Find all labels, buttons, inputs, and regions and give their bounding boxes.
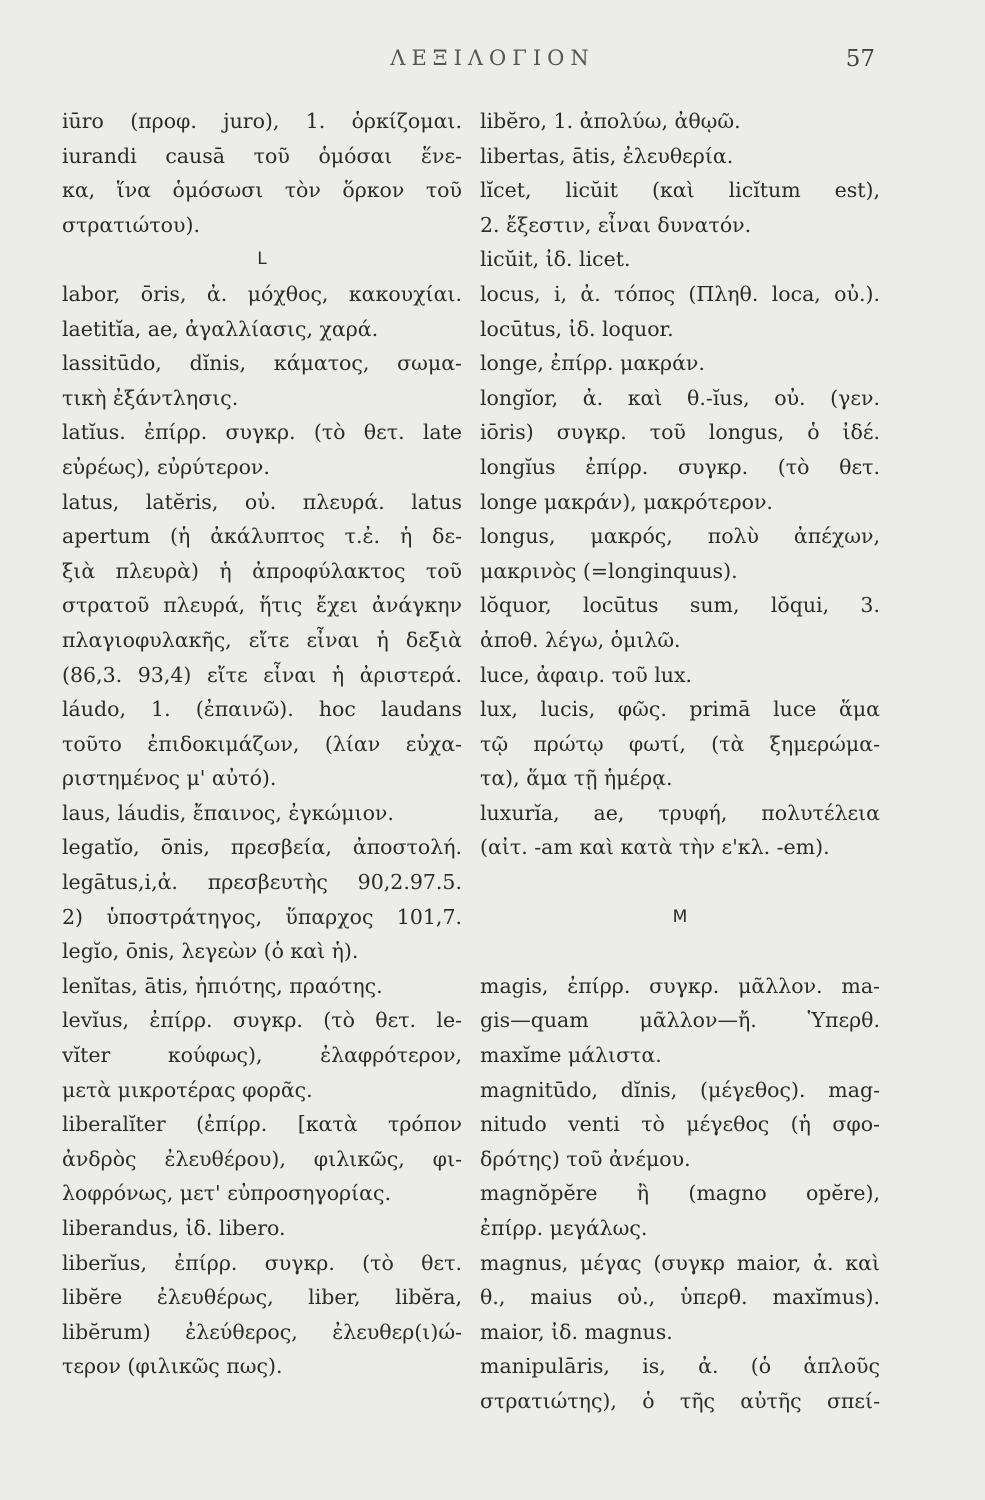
- entry-line: libĕro, 1. ἀπολύω, ἀθῳῶ.: [480, 109, 741, 133]
- entry-line: magnus, μέγας (συγκρ maior, ἀ. καὶ: [480, 1250, 880, 1275]
- entry-line: libĕre ἐλευθέρως, liber, libĕra,: [62, 1285, 462, 1310]
- entry-line: magnŏpĕre ἢ (magno opĕre),: [480, 1181, 880, 1206]
- entry-line: στρατιώτου).: [62, 212, 200, 237]
- blank-line: [480, 934, 880, 969]
- entry-line: vĭter κούφως), ἐλαφρότερον,: [62, 1043, 462, 1068]
- entry-line: πλαγιοφυλακῆς, εἴτε εἶναι ἡ δεξιὰ: [62, 627, 462, 652]
- entry-line: longĭus ἐπίρρ. συγκρ. (τὸ θετ.: [480, 454, 880, 479]
- entry-line: ριστημένος μ' αὐτό).: [62, 766, 277, 791]
- entry-line: iurandi causā τοῦ ὁμόσαι ἕνε-: [62, 143, 462, 168]
- entry-line: iōris) συγκρ. τοῦ longus, ὁ ἰδέ.: [480, 420, 880, 445]
- entry-line: laus, láudis, ἔπαινος, ἐγκώμιον.: [62, 800, 394, 825]
- entry-line: libĕrum) ἐλεύθερος, ἐλευθερ(ι)ώ-: [62, 1319, 462, 1344]
- entry-line: maior, ἰδ. magnus.: [480, 1319, 673, 1344]
- left-column: [62, 104, 462, 1384]
- entry-line: liberandus, ἰδ. libero.: [62, 1216, 286, 1240]
- entry-line: στρατοῦ πλευρά, ἥτις ἔχει ἀνάγκην: [62, 593, 462, 618]
- entry-line: κα, ἵνα ὁμόσωσι τὸν ὅρκον τοῦ: [62, 178, 462, 203]
- entry-line: magis, ἐπίρρ. συγκρ. μᾶλλον. ma-: [480, 973, 880, 998]
- entry-line: libertas, ātis, ἐλευθερία.: [480, 143, 734, 168]
- entry-line: latĭus. ἐπίρρ. συγκρ. (τὸ θετ. late: [62, 420, 462, 445]
- entry-line: láudo, 1. (ἐπαινῶ). hoc laudans: [62, 697, 462, 722]
- entry-line: luce, ἀφαιρ. τοῦ lux.: [480, 662, 693, 687]
- entry-line: (αἰτ. -am καὶ κατὰ τὴν ε'κλ. -em).: [480, 835, 830, 860]
- entry-line: longĭor, ἀ. καὶ θ.-ĭus, οὐ. (γεν.: [480, 385, 880, 410]
- entry-line: (86,3. 93,4) εἴτε εἶναι ἡ ἀριστερά.: [62, 662, 462, 687]
- entry-line: lassitūdo, dĭnis, κάματος, σωμα-: [62, 351, 462, 376]
- entry-line: laetitĭa, ae, ἀγαλλίασις, χαρά.: [62, 316, 379, 341]
- entry-line: luxurĭa, ae, τρυφή, πολυτέλεια: [480, 800, 880, 825]
- entry-line: lenĭtas, ātis, ἠπιότης, πραότης.: [62, 973, 383, 998]
- entry-line: latus, latĕris, οὐ. πλευρά. latus: [62, 489, 462, 514]
- entry-line: μετὰ μικροτέρας φορᾶς.: [62, 1077, 313, 1102]
- entry-line: λοφρόνως, μετ' εὐπροσηγορίας.: [62, 1181, 391, 1206]
- entry-line: 2) ὑποστράτηγος, ὕπαρχος 101,7.: [62, 904, 462, 929]
- right-column: [480, 104, 880, 1419]
- entry-line: δρότης) τοῦ ἀνέμου.: [480, 1146, 691, 1171]
- entry-line: ἀνδρὸς ἐλευθέρου), φιλικῶς, φι-: [62, 1146, 462, 1171]
- entry-line: legatĭo, ōnis, πρεσβεία, ἀποστολή.: [62, 835, 462, 860]
- entry-line: τῷ πρώτῳ φωτί, (τὰ ξημερώμα-: [480, 731, 880, 756]
- entry-line: nitudo venti τὸ μέγεθος (ἡ σφο-: [480, 1112, 880, 1137]
- running-title: ΛΕΞΙΛΟΓΙΟΝ: [390, 46, 595, 70]
- entry-line: εὐρέως), εὐρύτερον.: [62, 454, 270, 479]
- entry-line: μακρινὸς (=longinquus).: [480, 558, 738, 583]
- entry-line: magnitūdo, dĭnis, (μέγεθος). mag-: [480, 1077, 880, 1102]
- entry-line: manipulāris, is, ἀ. (ὁ ἁπλοῦς: [480, 1354, 880, 1379]
- entry-line: τοῦτο ἐπιδοκιμάζων, (λίαν εὐχα-: [62, 731, 462, 756]
- entry-line: ἐπίρρ. μεγάλως.: [480, 1216, 648, 1240]
- entry-line: lĭcet, licŭit (καὶ licĭtum est),: [480, 178, 880, 203]
- section-letter-heading: M: [672, 906, 688, 927]
- entry-line: lux, lucis, φῶς. primā luce ἅμα: [480, 697, 880, 722]
- entry-line: longe μακράν), μακρότερον.: [480, 489, 773, 514]
- entry-line: iūro (προφ. juro), 1. ὁρκίζομαι.: [62, 109, 462, 133]
- entry-line: τα), ἅμα τῇ ἡμέρᾳ.: [480, 766, 673, 791]
- page-number: 57: [845, 46, 875, 72]
- entry-line: licŭit, ἰδ. licet.: [480, 247, 631, 272]
- entry-line: longus, μακρός, πολὺ ἀπέχων,: [480, 524, 880, 549]
- section-letter-heading: L: [257, 249, 267, 270]
- entry-line: labor, ōris, ἀ. μόχθος, κακουχίαι.: [62, 281, 462, 306]
- entry-line: gis—quam μᾶλλον—ἤ. Ὑπερθ.: [480, 1008, 880, 1033]
- entry-line: ξιὰ πλευρὰ) ἡ ἀπροφύλακτος τοῦ: [62, 558, 462, 583]
- page-header: [0, 46, 985, 86]
- entry-line: 2. ἔξεστιν, εἶναι δυνατόν.: [480, 212, 752, 237]
- entry-line: legĭo, ōnis, λεγεὼν (ὁ καὶ ἡ).: [62, 939, 359, 964]
- entry-line: liberalĭter (ἐπίρρ. [κατὰ τρόπον: [62, 1112, 462, 1137]
- entry-line: liberĭus, ἐπίρρ. συγκρ. (τὸ θετ.: [62, 1250, 462, 1275]
- entry-line: levĭus, ἐπίρρ. συγκρ. (τὸ θετ. le-: [62, 1008, 462, 1033]
- entry-line: τερον (φιλικῶς πως).: [62, 1354, 283, 1379]
- entry-line: apertum (ἡ ἀκάλυπτος τ.ἐ. ἡ δε-: [62, 524, 462, 549]
- entry-line: locūtus, ἰδ. loquor.: [480, 316, 674, 341]
- entry-line: ἀποθ. λέγω, ὁμιλῶ.: [480, 627, 681, 652]
- entry-line: locus, i, ἀ. τόπος (Πληθ. loca, οὐ.).: [480, 281, 880, 306]
- entry-line: longe, ἐπίρρ. μακράν.: [480, 351, 705, 376]
- blank-line: [480, 865, 880, 900]
- entry-line: τικὴ ἐξάντλησις.: [62, 385, 239, 410]
- entry-line: legātus,i,ἀ. πρεσβευτὴς 90,2.97.5.: [62, 870, 462, 895]
- entry-line: maxĭme μάλιστα.: [480, 1043, 662, 1068]
- entry-line: στρατιώτης), ὁ τῆς αὐτῆς σπεί-: [480, 1388, 880, 1413]
- entry-line: θ., maius οὐ., ὑπερθ. maxĭmus).: [480, 1285, 880, 1310]
- entry-line: lŏquor, locūtus sum, lŏqui, 3.: [480, 593, 880, 618]
